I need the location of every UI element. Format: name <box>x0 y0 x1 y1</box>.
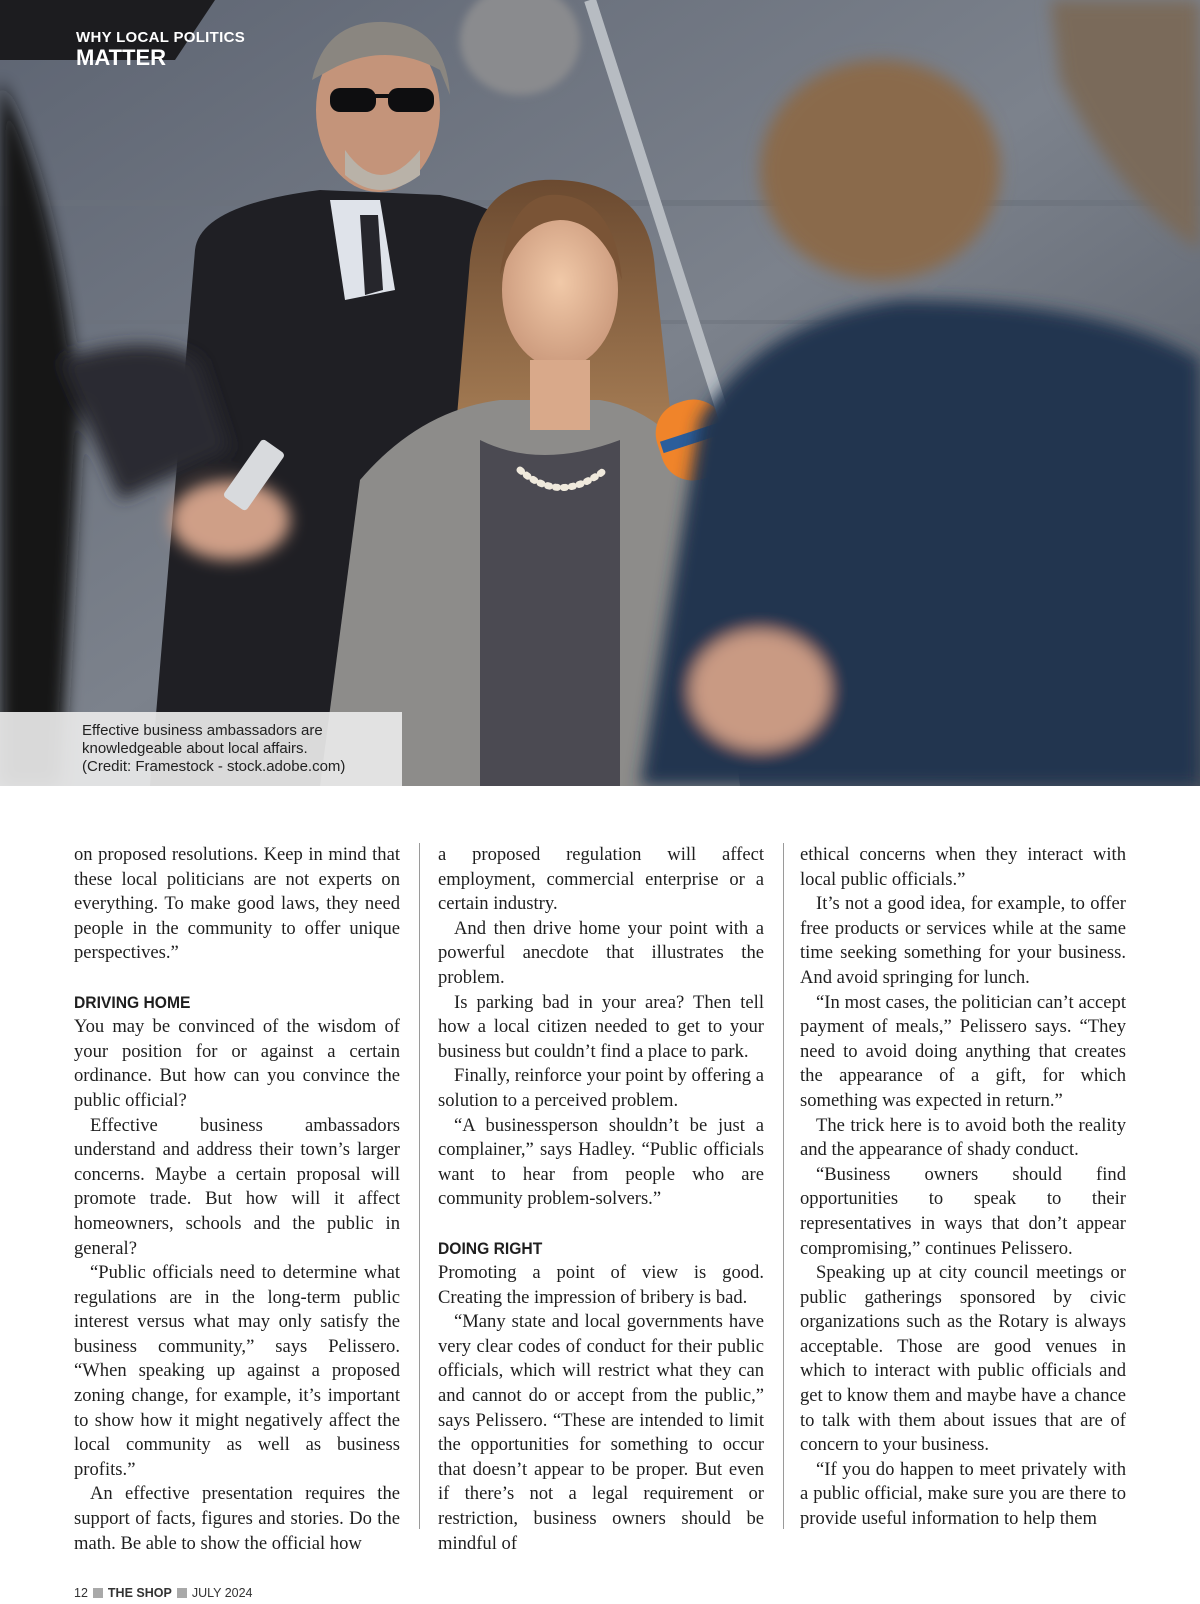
paragraph: The trick here is to avoid both the reality and the appearance of shady conduct. <box>800 1114 1126 1161</box>
photo-illustration <box>0 0 1200 786</box>
paragraph: a proposed regulation will affect employment, commercial enterprise or a certain industry. <box>438 844 764 915</box>
paragraph: Finally, reinforce your point by offering a solution to a perceived problem. <box>438 1065 764 1111</box>
section-tag-big: MATTER <box>76 45 167 70</box>
article-column-2 <box>438 843 764 1556</box>
paragraph: “In most cases, the politician can’t accept payment of meals,” Pelissero says. “They need to avoid doing anything that creates the appearance of a gift, for which something was expected in return.” <box>800 991 1126 1111</box>
section-tag <box>76 30 245 69</box>
section-tag-small: WHY LOCAL POLITICS <box>76 29 246 46</box>
paragraph: And then drive home your point with a powerful anecdote that illustrates the problem. <box>438 917 764 988</box>
paragraph: ethical concerns when they interact with local public officials.” <box>800 844 1126 890</box>
article-column-1 <box>74 843 400 1556</box>
caption-line: (Credit: Framestock - stock.adobe.com) <box>82 758 346 775</box>
paragraph: An effective presentation requires the support of facts, figures and stories. Do the math. Be able to show the official how <box>74 1483 400 1554</box>
paragraph: Promoting a point of view is good. Creating the impression of bribery is bad. <box>438 1262 764 1308</box>
paragraph: on proposed resolutions. Keep in mind that these local politicians are not experts on everything. To make good laws, they need people in the community to offer unique perspectives.” <box>74 844 400 964</box>
column-divider <box>783 843 784 1529</box>
magazine-name: THE SHOP <box>107 1586 172 1600</box>
paragraph: “Many state and local governments have very clear codes of conduct for their public officials, which will restrict what they can and cannot do or accept from the public,” says Pelissero. “These are intended to limit the opportunities for something to occur that doesn’t appear to be proper. But even if there’s not a legal requirement or restriction, business owners should be mindful of <box>438 1311 764 1554</box>
paragraph: “Business owners should find opportunities to speak to their representatives in ways that don’t appear compromising,” continues Pelissero. <box>800 1163 1126 1259</box>
page-number: 12 <box>74 1586 88 1600</box>
caption-line: knowledgeable about local affairs. <box>82 740 308 757</box>
paragraph: You may be convinced of the wisdom of your position for or against a certain ordinance. But how can you convince the public official? <box>74 1016 400 1111</box>
paragraph: Is parking bad in your area? Then tell how a local citizen needed to get to your business but couldn’t find a place to park. <box>438 991 764 1062</box>
paragraph: “Public officials need to determine what regulations are in the long-term public interest versus what may only satisfy the business community,” says Pelissero. “When speaking up against a proposed zoning change, for example, it’s important to show how it might negatively affect the local community as well as business profits.” <box>74 1262 400 1480</box>
page-footer <box>74 1586 253 1600</box>
separator-square-icon <box>177 1588 187 1598</box>
hero-photo <box>0 0 1200 786</box>
photo-caption <box>0 712 402 786</box>
column-divider <box>419 843 420 1529</box>
issue-date: JULY 2024 <box>191 1586 253 1600</box>
paragraph: Speaking up at city council meetings or public gatherings sponsored by civic organizations such as the Rotary is always acceptable. Those are good venues in which to interact with public officials and get to know them and maybe have a chance to talk with them about issues that are of concern to your business. <box>800 1262 1126 1456</box>
subhead-driving-home: DRIVING HOME <box>74 992 191 1012</box>
paragraph: Effective business ambassadors understand and address their town’s larger concerns. Maybe a certain proposal will promote trade. But how will it affect homeowners, schools and the public in general? <box>74 1114 400 1259</box>
subhead-doing-right: DOING RIGHT <box>438 1238 543 1258</box>
caption-line: Effective business ambassadors are <box>82 722 323 739</box>
paragraph: “A businessperson shouldn’t be just a complainer,” says Hadley. “Public officials want to hear from people who are community problem-solvers.” <box>438 1114 764 1210</box>
article-column-3 <box>800 843 1126 1532</box>
paragraph: It’s not a good idea, for example, to offer free products or services while at the same time seeking something for your business. And avoid springing for lunch. <box>800 893 1126 988</box>
separator-square-icon <box>93 1588 103 1598</box>
paragraph: “If you do happen to meet privately with a public official, make sure you are there to provide useful information to help them <box>800 1458 1126 1530</box>
